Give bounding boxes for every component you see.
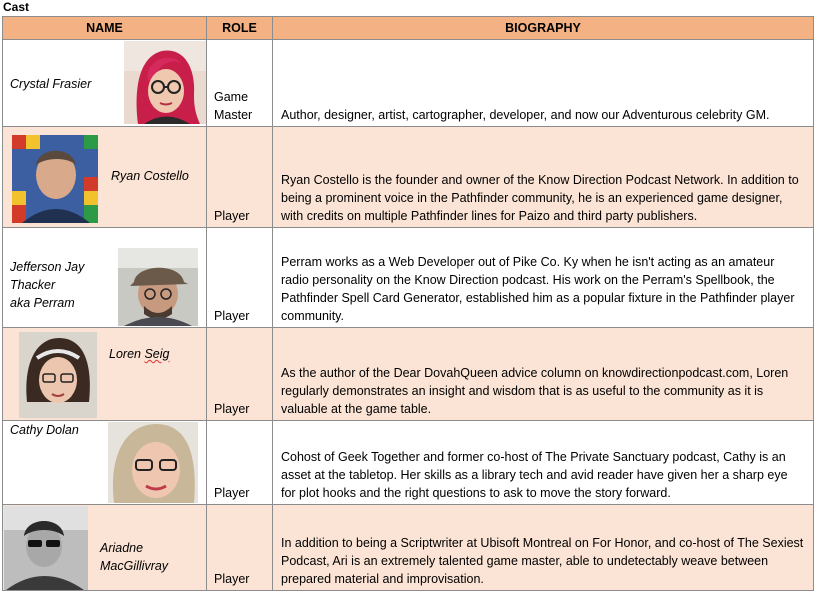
name-cell	[3, 40, 207, 127]
cast-name: Crystal Frasier	[10, 77, 92, 91]
role-cell: Player	[207, 421, 273, 505]
cast-name-line: aka Perram	[10, 296, 75, 310]
portrait-photo	[4, 506, 88, 590]
portrait-photo	[124, 41, 206, 124]
role-cell: Player	[207, 505, 273, 591]
table-row	[3, 328, 814, 421]
cast-name-line: Jefferson Jay	[10, 260, 85, 274]
role-cell: Game Master	[207, 40, 273, 127]
bio-cell: As the author of the Dear DovahQueen advice column on knowdirectionpodcast.com, Loren regularly demonstrates an insight and wisdom that is as useful to the community as it is valuable at the game table.	[273, 328, 814, 421]
header-biography: BIOGRAPHY	[273, 17, 814, 40]
table-row	[3, 40, 814, 127]
table-row	[3, 421, 814, 505]
role-cell: Player	[207, 127, 273, 228]
cast-name-line: Ariadne	[100, 541, 144, 555]
cast-table	[2, 16, 814, 591]
name-cell	[3, 421, 207, 505]
table-row	[3, 505, 814, 591]
portrait-photo	[108, 422, 198, 503]
cast-first-name: Loren	[109, 347, 141, 361]
bio-cell: Cohost of Geek Together and former co-host of The Private Sanctuary podcast, Cathy is an asset at the tabletop. Her skills as a library tech and avid reader have given her a sharp eye for plot hooks and the right questions to ask to move the story forward.	[273, 421, 814, 505]
cast-name	[109, 345, 170, 363]
portrait-photo	[12, 135, 98, 223]
bio-cell: Author, designer, artist, cartographer, developer, and now our Adventurous celebrity GM.	[273, 40, 814, 127]
table-row	[3, 127, 814, 228]
cast-name	[10, 258, 84, 312]
header-name: NAME	[3, 17, 207, 40]
header-row	[3, 17, 814, 40]
bio-cell: Ryan Costello is the founder and owner of the Know Direction Podcast Network. In addition to being a prominent voice in the Pathfinder community, he is an experienced game designer, with credits on multiple Pathfinder lines for Paizo and third party publishers.	[273, 127, 814, 228]
cast-name: Ryan Costello	[111, 169, 189, 183]
role-cell: Player	[207, 228, 273, 328]
name-cell	[3, 505, 207, 591]
cast-name-line: Thacker	[10, 278, 56, 292]
cast-last-name: Seig	[144, 347, 170, 361]
cast-name	[100, 539, 168, 575]
cast-name-line: MacGillivray	[100, 559, 169, 573]
portrait-photo	[19, 332, 97, 418]
name-cell	[3, 228, 207, 328]
bio-cell: Perram works as a Web Developer out of Pike Co. Ky when he isn't acting as an amateur radio personality on the Know Direction podcast. His work on the Perram's Spellbook, the Pathfinder Spell Card Generator, established him as a popular fixture in the Pathfinder player community.	[273, 228, 814, 328]
table-caption: Cast	[3, 0, 30, 14]
cast-name: Cathy Dolan	[10, 423, 79, 437]
name-cell	[3, 127, 207, 228]
role-cell: Player	[207, 328, 273, 421]
header-role: ROLE	[207, 17, 273, 40]
portrait-photo	[118, 248, 198, 326]
name-cell	[3, 328, 207, 421]
table-row	[3, 228, 814, 328]
bio-cell: In addition to being a Scriptwriter at Ubisoft Montreal on For Honor, and co-host of The Sexiest Podcast, Ari is an extremely talented game master, able to undetectably weave between prepared material and improvisation.	[273, 505, 814, 591]
